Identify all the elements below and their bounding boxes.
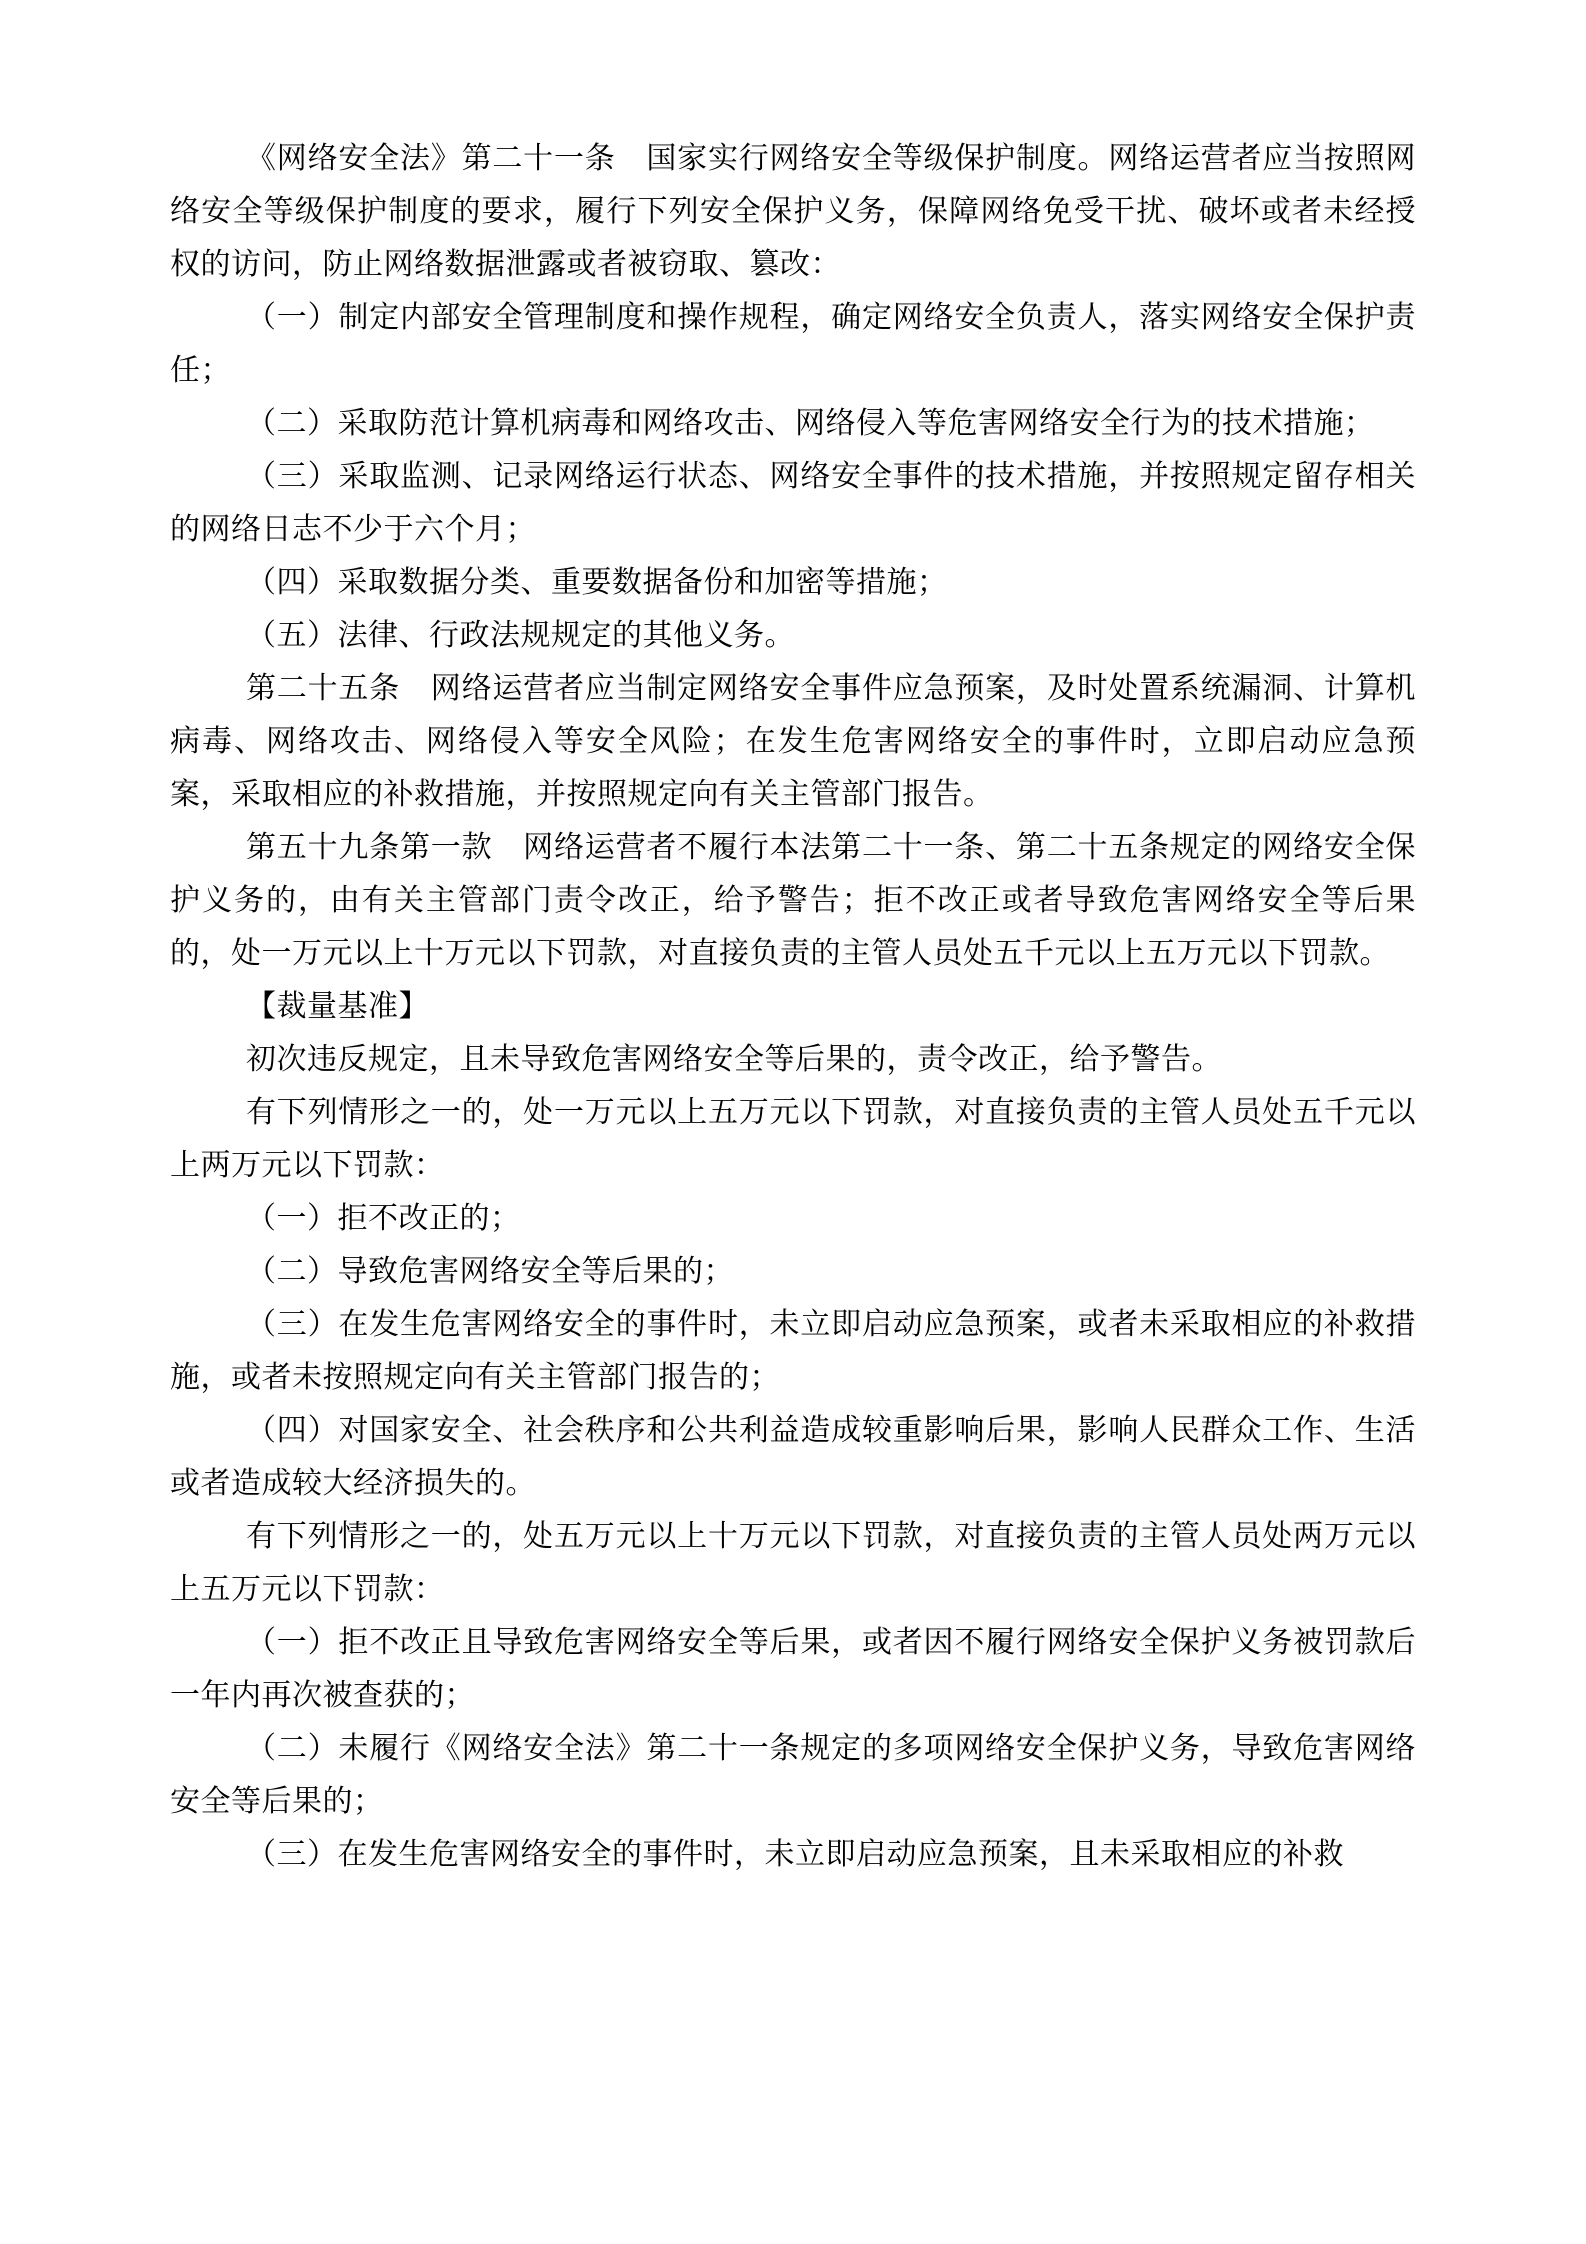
paragraph: （二）采取防范计算机病毒和网络攻击、网络侵入等危害网络安全行为的技术措施；: [246, 407, 1375, 440]
paragraph: 初次违反规定，且未导致危害网络安全等后果的，责令改正，给予警告。: [246, 1043, 1222, 1076]
paragraph: （三）在发生危害网络安全的事件时，未立即启动应急预案，或者未采取相应的补救措施，或者未按照规定向有关主管部门报告的；: [170, 1308, 1416, 1394]
paragraph: （四）对国家安全、社会秩序和公共利益造成较重影响后果，影响人民群众工作、生活或者造成较大经济损失的。: [170, 1414, 1416, 1500]
paragraph: （二）未履行《网络安全法》第二十一条规定的多项网络安全保护义务，导致危害网络安全等后果的；: [170, 1732, 1416, 1818]
document-body: [170, 132, 1416, 1881]
paragraph: （四）采取数据分类、重要数据备份和加密等措施；: [246, 566, 948, 599]
paragraph: （一）制定内部安全管理制度和操作规程，确定网络安全负责人，落实网络安全保护责任；: [170, 301, 1416, 387]
paragraph: （二）导致危害网络安全等后果的；: [246, 1255, 734, 1288]
paragraph: （一）拒不改正的；: [246, 1202, 521, 1235]
paragraph: 【裁量基准】: [246, 990, 429, 1023]
paragraph: （一）拒不改正且导致危害网络安全等后果，或者因不履行网络安全保护义务被罚款后一年内再次被查获的；: [170, 1626, 1416, 1712]
paragraph: 有下列情形之一的，处五万元以上十万元以下罚款，对直接负责的主管人员处两万元以上五万元以下罚款：: [170, 1520, 1416, 1606]
paragraph: （三）在发生危害网络安全的事件时，未立即启动应急预案，且未采取相应的补救: [246, 1838, 1344, 1871]
paragraph: 有下列情形之一的，处一万元以上五万元以下罚款，对直接负责的主管人员处五千元以上两万元以下罚款：: [170, 1096, 1416, 1182]
paragraph: 《网络安全法》第二十一条 国家实行网络安全等级保护制度。网络运营者应当按照网络安全等级保护制度的要求，履行下列安全保护义务，保障网络免受干扰、破坏或者未经授权的访问，防止网络数据泄露或者被窃取、篡改：: [170, 142, 1416, 281]
paragraph: （三）采取监测、记录网络运行状态、网络安全事件的技术措施，并按照规定留存相关的网络日志不少于六个月；: [170, 460, 1416, 546]
paragraph: （五）法律、行政法规规定的其他义务。: [246, 619, 795, 652]
paragraph: 第二十五条 网络运营者应当制定网络安全事件应急预案，及时处置系统漏洞、计算机病毒、网络攻击、网络侵入等安全风险；在发生危害网络安全的事件时，立即启动应急预案，采取相应的补救措施，并按照规定向有关主管部门报告。: [170, 672, 1416, 811]
paragraph: 第五十九条第一款 网络运营者不履行本法第二十一条、第二十五条规定的网络安全保护义务的，由有关主管部门责令改正，给予警告；拒不改正或者导致危害网络安全等后果的，处一万元以上十万元以下罚款，对直接负责的主管人员处五千元以上五万元以下罚款。: [170, 831, 1416, 970]
